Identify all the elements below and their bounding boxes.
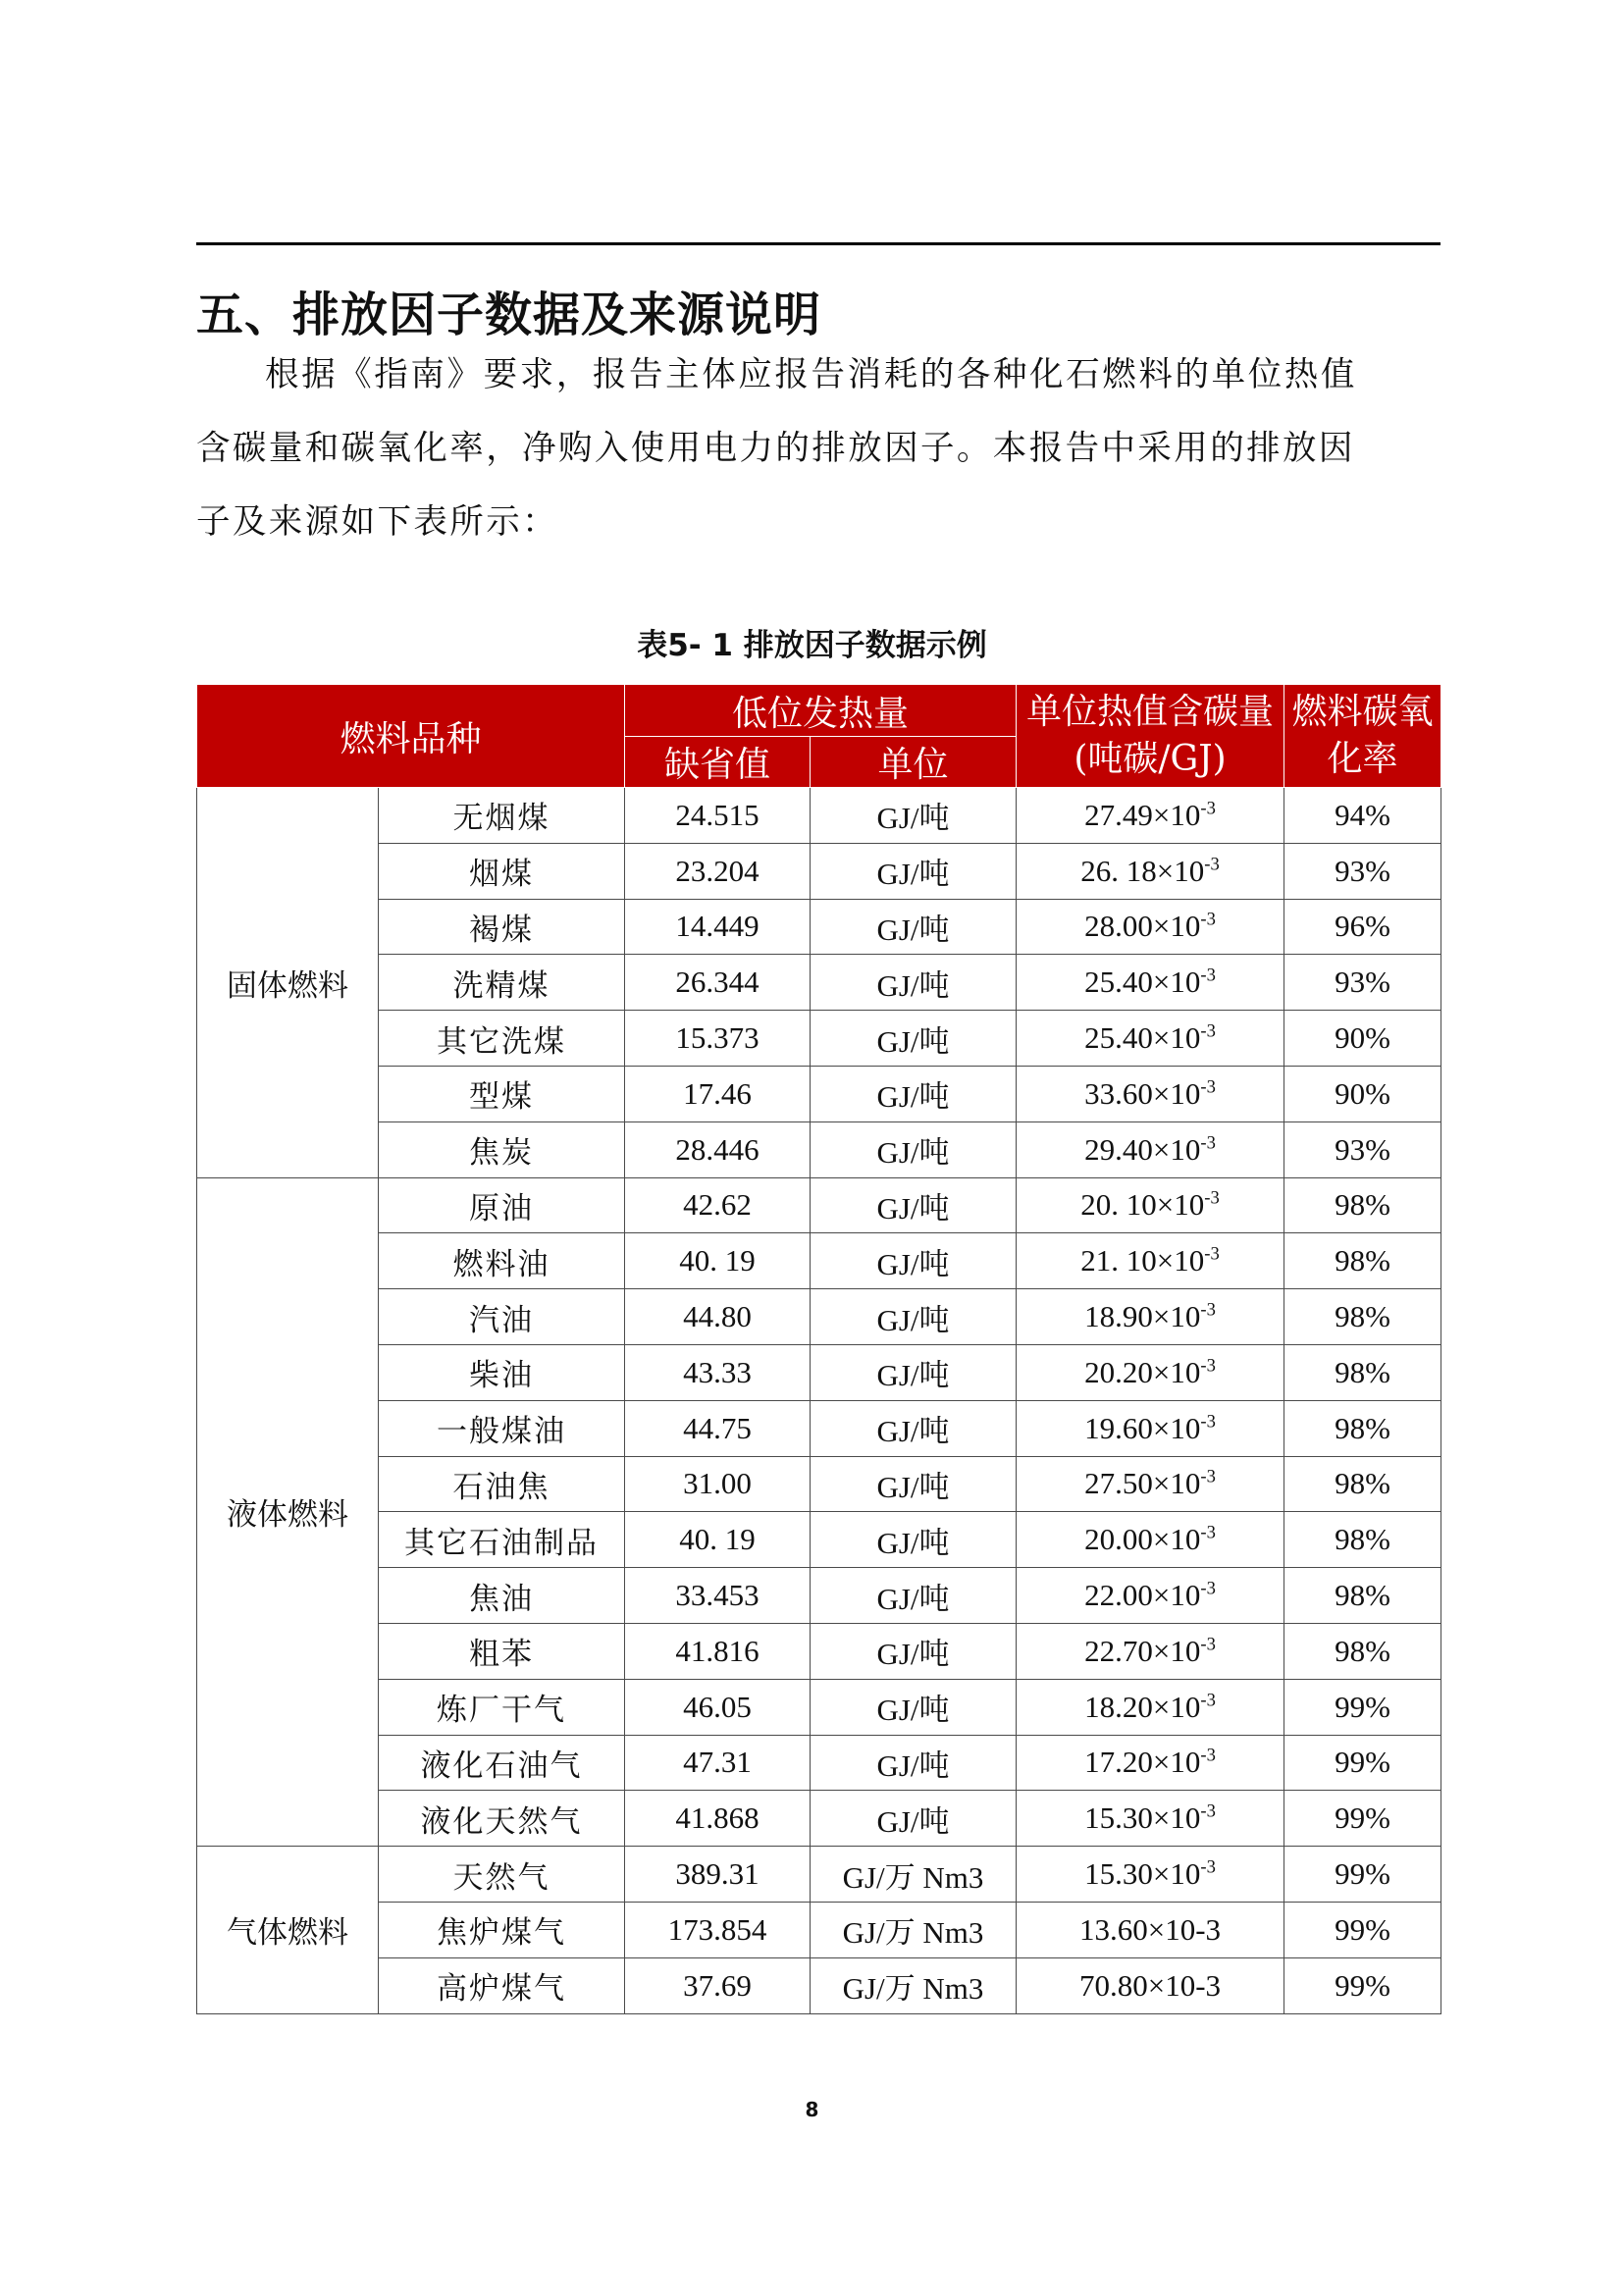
fuel-name-cell: 天然气 [379,1847,625,1903]
carbon-content-value: 27.49×10 [1084,797,1201,832]
table-row [197,1957,1441,2013]
carbon-content-exponent: -3 [1200,1411,1216,1433]
carbon-content-cell [1017,1679,1284,1735]
paragraph-line: 根据《指南》要求，报告主体应报告消耗的各种化石燃料的单位热值 [265,355,1357,394]
carbon-content-exponent: -3 [1200,1856,1216,1878]
unit-cell: GJ/吨 [811,1456,1017,1512]
table-row [197,1512,1441,1568]
table-row [197,1121,1441,1177]
carbon-content-cell [1017,1902,1284,1957]
carbon-content-exponent: -3 [1200,1020,1216,1042]
carbon-content-exponent: -3 [1204,854,1220,875]
fuel-name-cell: 原油 [379,1177,625,1233]
carbon-content-exponent: -3 [1200,1634,1216,1655]
default-value-cell: 23.204 [625,843,811,899]
carbon-content-cell [1017,1289,1284,1345]
table-row [197,1289,1441,1345]
table-row [197,1177,1441,1233]
carbon-content-exponent: -3 [1204,1243,1220,1265]
unit-cell: GJ/吨 [811,899,1017,955]
carbon-content-cell [1017,1011,1284,1067]
carbon-content-cell [1017,1957,1284,2013]
carbon-content-exponent: -3 [1200,798,1216,819]
carbon-content-value: 15.30×10 [1084,1856,1201,1892]
table-row [197,843,1441,899]
header-default-value: 缺省值 [625,737,811,788]
oxidation-rate-cell: 99% [1284,1902,1441,1957]
unit-cell: GJ/吨 [811,1011,1017,1067]
oxidation-rate-cell: 93% [1284,1121,1441,1177]
oxidation-rate-cell: 98% [1284,1289,1441,1345]
oxidation-rate-cell: 99% [1284,1847,1441,1903]
default-value-cell: 33.453 [625,1568,811,1624]
fuel-category-cell: 液体燃料 [197,1177,379,1847]
default-value-cell: 31.00 [625,1456,811,1512]
oxidation-rate-cell: 90% [1284,1011,1441,1067]
carbon-content-exponent: -3 [1200,910,1216,931]
unit-cell: GJ/吨 [811,1233,1017,1289]
carbon-content-value: 19.60×10 [1084,1410,1201,1445]
fuel-name-cell: 一般煤油 [379,1400,625,1456]
oxidation-rate-cell: 98% [1284,1623,1441,1679]
carbon-content-cell [1017,899,1284,955]
carbon-content-value: 22.00×10 [1084,1578,1201,1613]
table-row [197,1233,1441,1289]
carbon-content-value: 22.70×10 [1084,1633,1201,1668]
default-value-cell: 47.31 [625,1735,811,1791]
carbon-content-cell [1017,955,1284,1011]
carbon-content-exponent: -3 [1200,965,1216,986]
carbon-content-exponent: -3 [1200,1578,1216,1599]
carbon-content-cell [1017,1791,1284,1847]
table-row [197,1791,1441,1847]
page-number: 8 [805,2098,819,2121]
table-row [197,1679,1441,1735]
unit-cell: GJ/吨 [811,1177,1017,1233]
fuel-name-cell: 石油焦 [379,1456,625,1512]
default-value-cell: 44.75 [625,1400,811,1456]
fuel-name-cell: 焦油 [379,1568,625,1624]
table-row [197,899,1441,955]
carbon-content-exponent: -3 [1200,1355,1216,1377]
unit-cell: GJ/吨 [811,1066,1017,1121]
fuel-name-cell: 液化石油气 [379,1735,625,1791]
carbon-content-cell [1017,1623,1284,1679]
carbon-content-cell [1017,1512,1284,1568]
oxidation-rate-cell: 90% [1284,1066,1441,1121]
carbon-content-cell [1017,1121,1284,1177]
default-value-cell: 43.33 [625,1344,811,1400]
table-caption: 表5- 1 排放因子数据示例 [637,628,987,663]
unit-cell: GJ/吨 [811,955,1017,1011]
carbon-content-cell [1017,843,1284,899]
default-value-cell: 17.46 [625,1066,811,1121]
carbon-content-exponent: -3 [1200,1076,1216,1098]
emission-factor-table [196,684,1441,2014]
fuel-name-cell: 燃料油 [379,1233,625,1289]
carbon-content-cell [1017,1233,1284,1289]
carbon-content-value: 28.00×10 [1084,909,1201,944]
carbon-content-cell [1017,1177,1284,1233]
table-body [197,788,1441,2014]
header-low-heat-value: 低位发热量 [625,685,1017,737]
carbon-content-value: 33.60×10 [1084,1075,1201,1111]
carbon-content-cell [1017,1568,1284,1624]
unit-cell: GJ/吨 [811,1289,1017,1345]
carbon-content-exponent: -3 [1200,1746,1216,1767]
default-value-cell: 389.31 [625,1847,811,1903]
unit-cell: GJ/吨 [811,1679,1017,1735]
fuel-name-cell: 烟煤 [379,843,625,899]
unit-cell: GJ/万 Nm3 [811,1902,1017,1957]
unit-cell: GJ/吨 [811,1344,1017,1400]
unit-cell: GJ/吨 [811,1623,1017,1679]
default-value-cell: 44.80 [625,1289,811,1345]
default-value-cell: 46.05 [625,1679,811,1735]
paragraph-line: 子及来源如下表所示： [196,502,558,542]
unit-cell: GJ/吨 [811,1512,1017,1568]
fuel-name-cell: 其它石油制品 [379,1512,625,1568]
fuel-name-cell: 汽油 [379,1289,625,1345]
header-oxidation-rate: 燃料碳氧化率 [1284,685,1441,788]
unit-cell: GJ/吨 [811,1735,1017,1791]
carbon-content-value: 70.80×10-3 [1079,1967,1222,2003]
oxidation-rate-cell: 98% [1284,1512,1441,1568]
carbon-content-cell [1017,1400,1284,1456]
section-heading: 五、排放因子数据及来源说明 [196,287,822,342]
fuel-category-cell: 气体燃料 [197,1847,379,2013]
fuel-name-cell: 柴油 [379,1344,625,1400]
oxidation-rate-cell: 99% [1284,1735,1441,1791]
unit-cell: GJ/万 Nm3 [811,1847,1017,1903]
carbon-content-value: 26. 18×10 [1080,853,1205,888]
carbon-content-value: 25.40×10 [1084,965,1201,1000]
fuel-category-cell: 固体燃料 [197,788,379,1178]
oxidation-rate-cell: 99% [1284,1957,1441,2013]
fuel-name-cell: 其它洗煤 [379,1011,625,1067]
oxidation-rate-cell: 99% [1284,1791,1441,1847]
oxidation-rate-cell: 96% [1284,899,1441,955]
default-value-cell: 41.816 [625,1623,811,1679]
table-row [197,788,1441,844]
carbon-content-exponent: -3 [1200,1800,1216,1822]
oxidation-rate-cell: 93% [1284,955,1441,1011]
carbon-content-value: 21. 10×10 [1080,1243,1205,1278]
carbon-content-cell [1017,1735,1284,1791]
unit-cell: GJ/吨 [811,1568,1017,1624]
default-value-cell: 40. 19 [625,1233,811,1289]
carbon-content-value: 18.90×10 [1084,1299,1201,1334]
table-row [197,1344,1441,1400]
oxidation-rate-cell: 98% [1284,1400,1441,1456]
fuel-name-cell: 褐煤 [379,899,625,955]
default-value-cell: 14.449 [625,899,811,955]
oxidation-rate-cell: 94% [1284,788,1441,844]
default-value-cell: 28.446 [625,1121,811,1177]
carbon-content-value: 15.30×10 [1084,1800,1201,1836]
oxidation-rate-cell: 98% [1284,1233,1441,1289]
default-value-cell: 173.854 [625,1902,811,1957]
intro-paragraph [196,339,1441,559]
oxidation-rate-cell: 99% [1284,1679,1441,1735]
default-value-cell: 37.69 [625,1957,811,2013]
table-row [197,1902,1441,1957]
table-row [197,1456,1441,1512]
fuel-name-cell: 焦炉煤气 [379,1902,625,1957]
default-value-cell: 42.62 [625,1177,811,1233]
paragraph-line: 含碳量和碳氧化率，净购入使用电力的排放因子。本报告中采用的排放因 [196,429,1355,468]
table-row [197,1623,1441,1679]
carbon-content-exponent: -3 [1200,1132,1216,1154]
oxidation-rate-cell: 98% [1284,1177,1441,1233]
unit-cell: GJ/吨 [811,788,1017,844]
header-unit: 单位 [811,737,1017,788]
carbon-content-cell [1017,1066,1284,1121]
carbon-content-value: 20.00×10 [1084,1522,1201,1557]
header-fuel-type: 燃料品种 [197,685,625,788]
unit-cell: GJ/万 Nm3 [811,1957,1017,2013]
unit-cell: GJ/吨 [811,843,1017,899]
carbon-content-value: 20.20×10 [1084,1354,1201,1389]
default-value-cell: 26.344 [625,955,811,1011]
fuel-name-cell: 液化天然气 [379,1791,625,1847]
carbon-content-value: 18.20×10 [1084,1689,1201,1724]
carbon-content-exponent: -3 [1204,1188,1220,1210]
top-rule [196,242,1441,245]
carbon-content-value: 27.50×10 [1084,1466,1201,1501]
fuel-name-cell: 洗精煤 [379,955,625,1011]
default-value-cell: 41.868 [625,1791,811,1847]
carbon-content-cell [1017,1456,1284,1512]
carbon-content-value: 20. 10×10 [1080,1187,1205,1223]
fuel-name-cell: 型煤 [379,1066,625,1121]
fuel-name-cell: 焦炭 [379,1121,625,1177]
carbon-content-value: 13.60×10-3 [1079,1911,1222,1947]
carbon-content-exponent: -3 [1200,1690,1216,1711]
carbon-content-exponent: -3 [1200,1467,1216,1488]
table-row [197,1568,1441,1624]
table-row [197,1735,1441,1791]
carbon-content-cell [1017,1344,1284,1400]
carbon-content-value: 25.40×10 [1084,1020,1201,1056]
table-row [197,955,1441,1011]
table-row [197,1400,1441,1456]
header-carbon-content: 单位热值含碳量 (吨碳/GJ) [1017,685,1284,788]
unit-cell: GJ/吨 [811,1400,1017,1456]
default-value-cell: 24.515 [625,788,811,844]
fuel-name-cell: 粗苯 [379,1623,625,1679]
default-value-cell: 15.373 [625,1011,811,1067]
oxidation-rate-cell: 98% [1284,1568,1441,1624]
fuel-name-cell: 无烟煤 [379,788,625,844]
table-row [197,1847,1441,1903]
oxidation-rate-cell: 93% [1284,843,1441,899]
unit-cell: GJ/吨 [811,1121,1017,1177]
unit-cell: GJ/吨 [811,1791,1017,1847]
table-row [197,1011,1441,1067]
carbon-content-value: 29.40×10 [1084,1131,1201,1167]
carbon-content-cell [1017,1847,1284,1903]
oxidation-rate-cell: 98% [1284,1456,1441,1512]
default-value-cell: 40. 19 [625,1512,811,1568]
carbon-content-cell [1017,788,1284,844]
table-row [197,1066,1441,1121]
oxidation-rate-cell: 98% [1284,1344,1441,1400]
fuel-name-cell: 高炉煤气 [379,1957,625,2013]
carbon-content-value: 17.20×10 [1084,1745,1201,1780]
carbon-content-exponent: -3 [1200,1522,1216,1543]
fuel-name-cell: 炼厂干气 [379,1679,625,1735]
carbon-content-exponent: -3 [1200,1299,1216,1321]
